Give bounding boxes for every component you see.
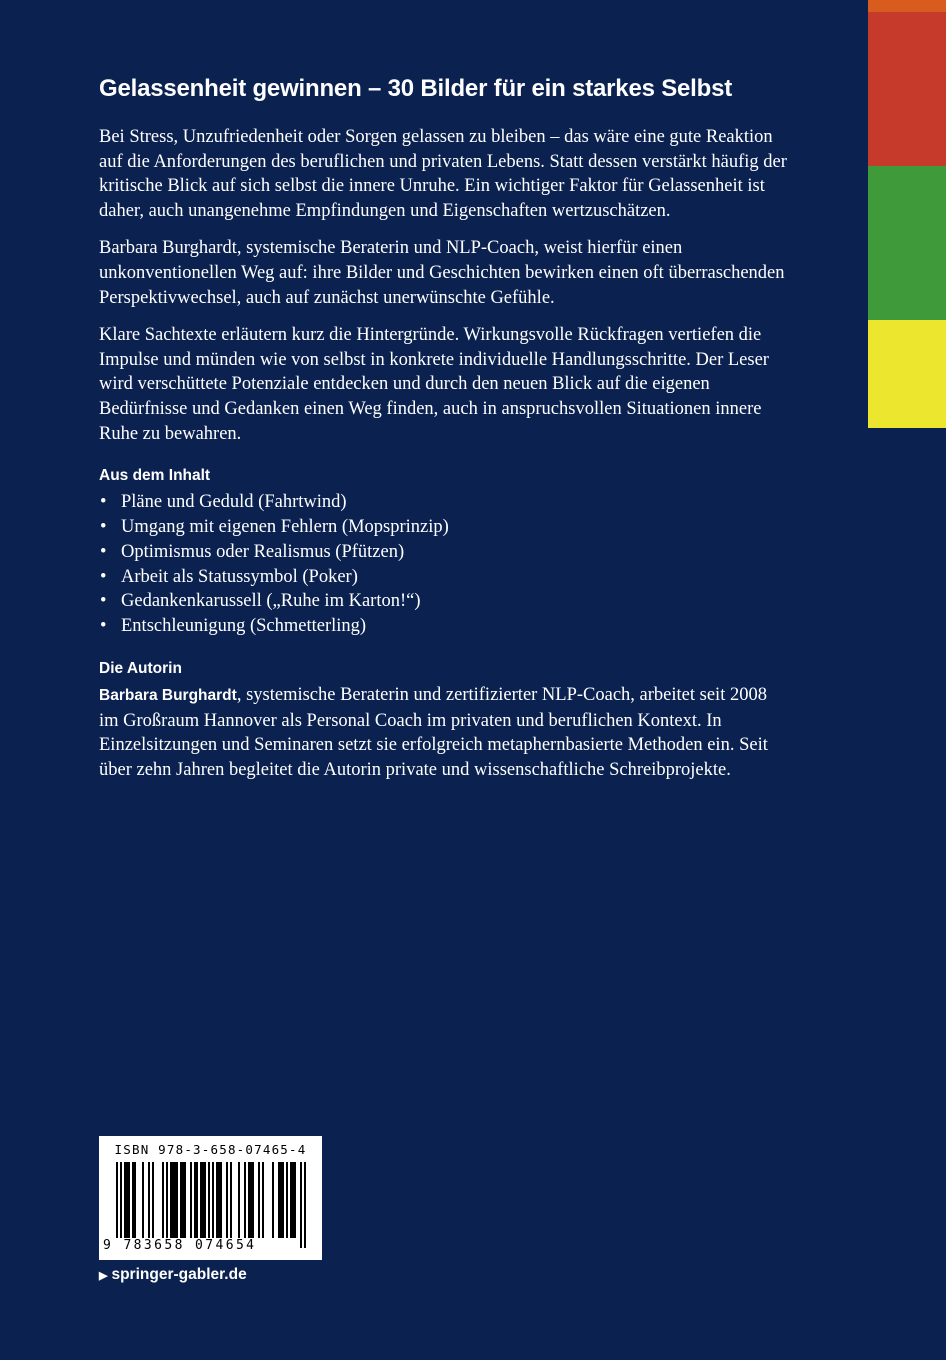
list-item-text: Umgang mit eigenen Fehlern (Mopsprinzip) [121, 516, 449, 537]
barcode-bar [248, 1162, 250, 1238]
barcode-bar [174, 1162, 176, 1238]
barcode-bar [304, 1162, 306, 1248]
list-item-text: Arbeit als Statussymbol (Poker) [121, 566, 358, 587]
barcode-bar [170, 1162, 172, 1238]
barcode-bar [124, 1162, 126, 1238]
barcode-bar [132, 1162, 134, 1238]
barcode-bar [300, 1162, 302, 1248]
barcode-bar [190, 1162, 192, 1238]
author-bio-text: , systemische Beraterin und zertifizierter NLP-Coach, arbeitet seit 2008 im Großraum Hannover als Personal Coach im privaten und beruflichen Kontext. In Einzelsitzungen und Seminaren setzt sie erfolgreich metaphernbasierte Methoden ein. Seit über zehn Jahren begleitet die Autorin private und wissenschaftliche Schreibprojekte. [99, 684, 768, 780]
barcode-bar [196, 1162, 198, 1238]
stripe-yellow [868, 320, 946, 428]
barcode-bar [226, 1162, 228, 1238]
stripe-red [868, 12, 946, 166]
bullet-icon: • [100, 591, 107, 612]
barcode-bar [262, 1162, 264, 1238]
blurb-paragraph-2: Barbara Burghardt, systemische Beraterin und NLP-Coach, weist hierfür einen unkonventionellen Weg auf: ihre Bilder und Geschichten bewirken einen oft überraschenden Perspektivwechsel, auch auf zunächst unerwünschte Gefühle. [99, 238, 785, 308]
list-item [99, 540, 789, 565]
contents-list [99, 490, 789, 639]
list-item-text: Pläne und Geduld (Fahrtwind) [121, 492, 347, 513]
blurb-paragraph-1: Bei Stress, Unzufriedenheit oder Sorgen gelassen zu bleiben – das wäre eine gute Reaktion auf die Anforderungen des beruflichen und privaten Lebens. Statt dessen verstärkt häufig der kritische Blick auf sich selbst die innere Unruhe. Ein wichtiger Faktor für Gelassenheit ist daher, auch unangenehme Empfindungen und Eigenschaften wertzuschätzen. [99, 127, 787, 221]
barcode-bar [212, 1162, 214, 1248]
barcode-bar [152, 1162, 154, 1238]
stripe-orange [868, 0, 946, 12]
barcode-bar [120, 1162, 122, 1248]
barcode-bar [204, 1162, 206, 1238]
list-item [99, 490, 789, 515]
isbn-label: ISBN 978-3-658-07465-4 [114, 1142, 307, 1157]
list-item-text: Gedankenkarussell („Ruhe im Karton!“) [121, 591, 421, 612]
barcode-bar [162, 1162, 164, 1238]
barcode-digits: 9 783658 074654 [103, 1238, 257, 1253]
barcode-bar [220, 1162, 222, 1238]
barcode-bar [208, 1162, 210, 1248]
barcode-bar [216, 1162, 218, 1238]
barcode-bar [166, 1162, 168, 1238]
barcode-bar [180, 1162, 182, 1238]
barcode-bar [184, 1162, 186, 1238]
stripe-green [868, 166, 946, 320]
list-item-text: Optimismus oder Realismus (Pfützen) [121, 541, 405, 562]
barcode-bar [218, 1162, 220, 1238]
author-heading: Die Autorin [99, 659, 182, 677]
barcode-bar [278, 1162, 280, 1238]
contents-heading: Aus dem Inhalt [99, 467, 211, 485]
right-triangle-icon: ▶ [99, 1270, 108, 1282]
barcode-bar [280, 1162, 282, 1238]
barcode-bar [142, 1162, 144, 1238]
list-item [99, 515, 789, 540]
barcode-bar [252, 1162, 254, 1238]
barcode-bar [294, 1162, 296, 1238]
publisher-link[interactable] [99, 1265, 247, 1286]
bullet-icon: • [100, 566, 107, 587]
barcode-bar [238, 1162, 240, 1238]
barcode-bar [116, 1162, 118, 1248]
barcode-bar [244, 1162, 246, 1238]
bullet-icon: • [100, 492, 107, 513]
barcode-bar [194, 1162, 196, 1238]
bullet-icon: • [100, 541, 107, 562]
publisher-url: springer-gabler.de [111, 1266, 247, 1283]
author-bio [99, 683, 789, 782]
bullet-icon: • [100, 616, 107, 637]
barcode-bar [272, 1162, 274, 1238]
list-item [99, 565, 789, 590]
author-name: Barbara Burghardt [99, 686, 237, 704]
list-item [99, 614, 789, 639]
barcode-bar [182, 1162, 184, 1238]
barcode-bar [250, 1162, 252, 1238]
blurb-paragraph-3: Klare Sachtexte erläutern kurz die Hintergründe. Wirkungsvolle Rückfragen vertiefen die Impulse und münden wie von selbst in konkrete individuelle Handlungsschritte. Der Leser wird verschüttete Potenziale entdecken und durch den neuen Blick auf die eigenen Bedürfnisse und Gedanken einen Weg finden, auch in anspruchsvollen Situationen innere Ruhe zu bewahren. [99, 325, 769, 444]
barcode-bar [258, 1162, 260, 1238]
book-title: Gelassenheit gewinnen – 30 Bilder für ein starkes Selbst [99, 75, 733, 102]
barcode-bar [148, 1162, 150, 1238]
barcode-bar [172, 1162, 174, 1238]
barcode-bar [200, 1162, 202, 1238]
list-item-text: Entschleunigung (Schmetterling) [121, 616, 367, 637]
barcode-bar [128, 1162, 130, 1238]
blurb-content [99, 73, 789, 782]
list-item [99, 589, 789, 614]
isbn-barcode-box [99, 1136, 322, 1260]
barcode-bar [290, 1162, 292, 1238]
barcode-bar [292, 1162, 294, 1238]
barcode-bar [286, 1162, 288, 1238]
barcode-bar [202, 1162, 204, 1238]
barcode-bar [134, 1162, 136, 1238]
barcode-bar [282, 1162, 284, 1238]
barcode-bar [230, 1162, 232, 1238]
bullet-icon: • [100, 516, 107, 537]
barcode-bar [176, 1162, 178, 1238]
barcode-bar [126, 1162, 128, 1238]
